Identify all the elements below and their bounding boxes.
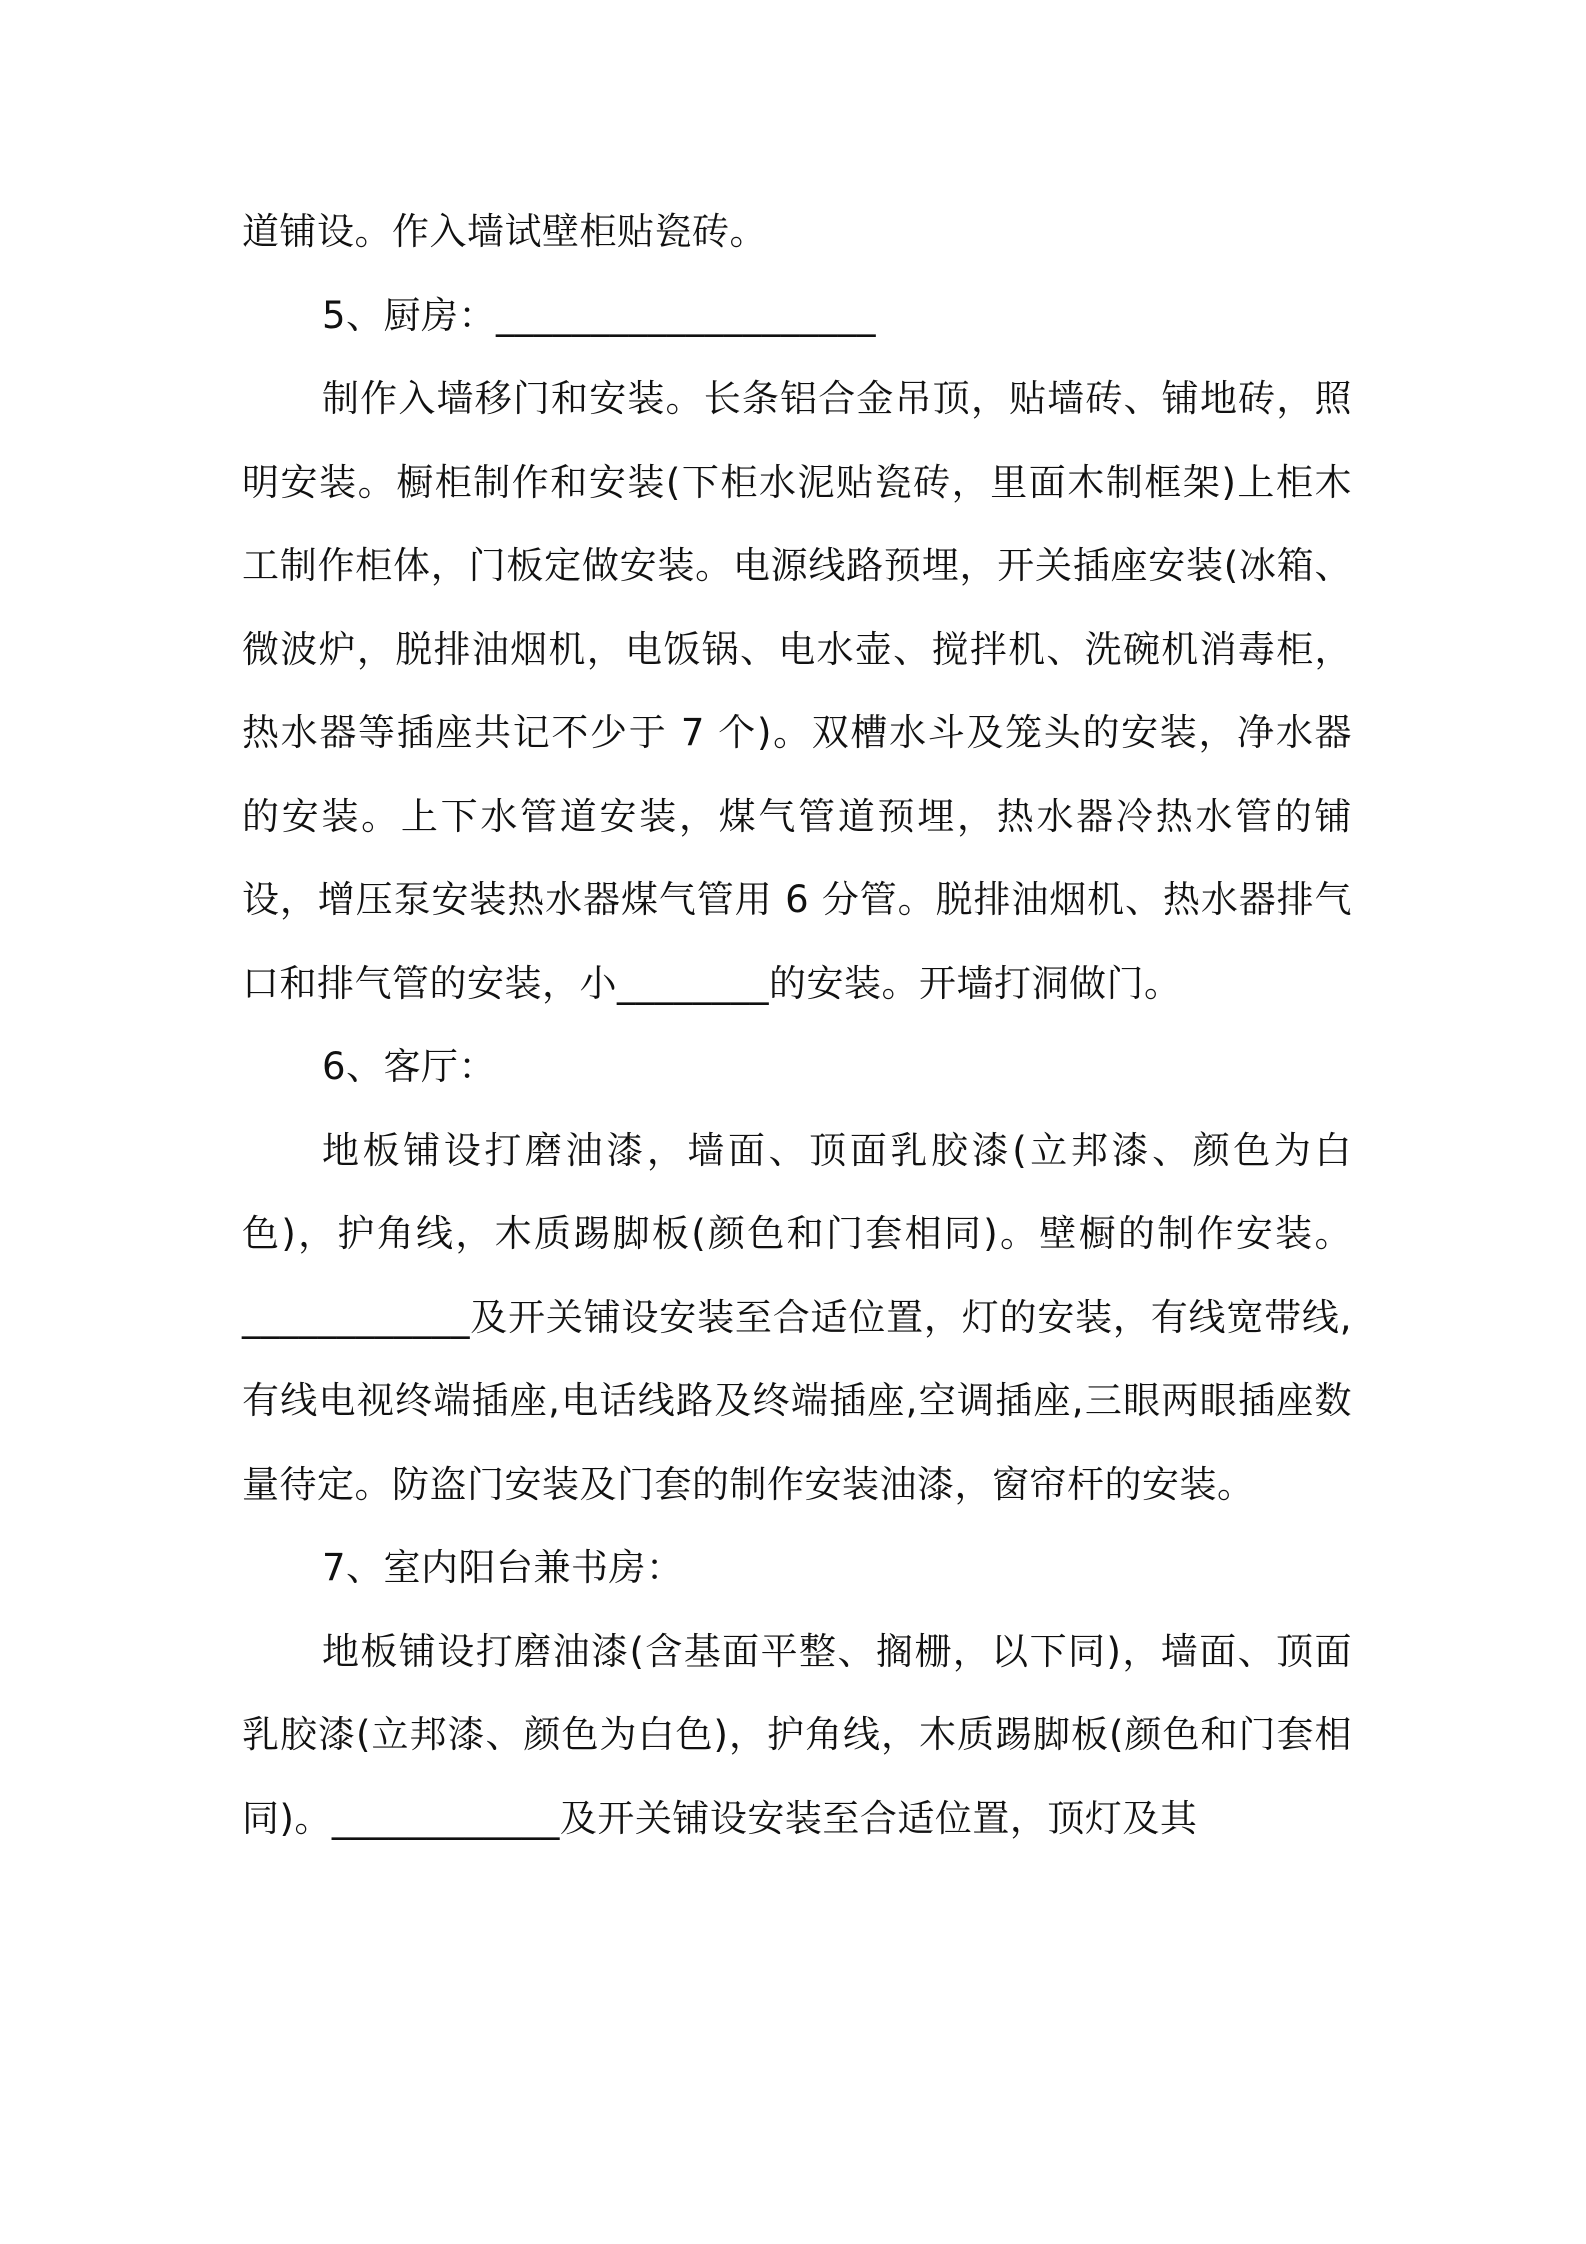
document-body	[242, 190, 1352, 1860]
section-heading-kitchen: 5、厨房：____________________	[322, 293, 877, 337]
paragraph-balcony-study: 地板铺设打磨油漆(含基面平整、搁栅，以下同)，墙面、顶面乳胶漆(立邦漆、颜色为白色)，护角线，木质踢脚板(颜色和门套相同)。____________及开关铺设安装至合适位置，顶灯及其	[242, 1629, 1352, 1840]
section-heading-balcony-study: 7、室内阳台兼书房：	[322, 1546, 684, 1589]
section-heading-living-room: 6、客厅：	[322, 1045, 497, 1088]
paragraph-living-room: 地板铺设打磨油漆，墙面、顶面乳胶漆(立邦漆、颜色为白色)，护角线，木质踢脚板(颜色和门套相同)。壁橱的制作安装。____________及开关铺设安装至合适位置，灯的安装，有线宽带线,有线电视终端插座,电话线路及终端插座,空调插座,三眼两眼插座数量待定。防盗门安装及门套的制作安装油漆，窗帘杆的安装。	[242, 1128, 1352, 1506]
paragraph-kitchen: 制作入墙移门和安装。长条铝合金吊顶，贴墙砖、铺地砖，照明安装。橱柜制作和安装(下柜水泥贴瓷砖，里面木制框架)上柜木工制作柜体，门板定做安装。电源线路预埋，开关插座安装(冰箱、微波炉，脱排油烟机，电饭锅、电水壶、搅拌机、洗碗机消毒柜，热水器等插座共记不少于 7 个)。双槽水斗及笼头的安装，净水器的安装。上下水管道安装，煤气管道预埋，热水器冷热水管的铺设，增压泵安装热水器煤气管用 6 分管。脱排油烟机、热水器排气口和排气管的安装，小________的安装。开墙打洞做门。	[242, 377, 1352, 1005]
paragraph-continuation: 道铺设。作入墙试壁柜贴瓷砖。	[242, 210, 767, 253]
